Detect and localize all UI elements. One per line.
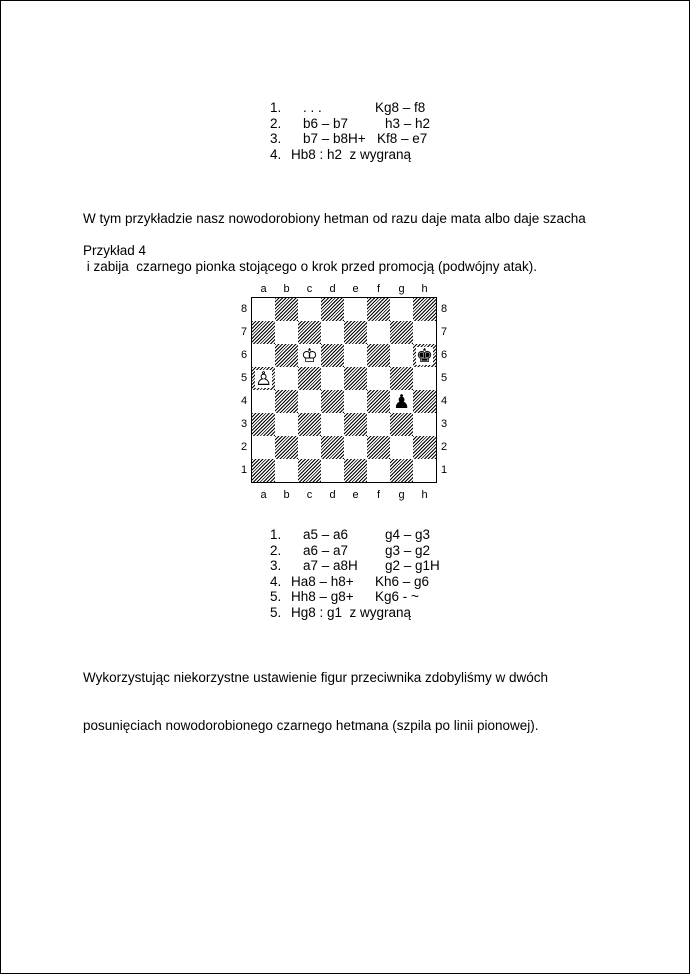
move-number: 5. xyxy=(270,589,282,605)
square-g6 xyxy=(390,344,413,367)
square-a3 xyxy=(252,413,275,436)
square-f7 xyxy=(367,321,390,344)
file-label-bottom-e: e xyxy=(352,489,359,501)
square-b8 xyxy=(275,298,298,321)
square-c7 xyxy=(298,321,321,344)
square-g3 xyxy=(390,413,413,436)
file-label-bottom-a: a xyxy=(260,489,267,501)
file-label-bottom-b: b xyxy=(283,489,290,501)
file-label-bottom-f: f xyxy=(376,489,381,501)
square-f2 xyxy=(367,436,390,459)
white-move: b6 – b7 xyxy=(303,115,349,131)
square-d7 xyxy=(321,321,344,344)
white-move: Hg8 : g1 z wygraną xyxy=(291,604,412,620)
square-a8 xyxy=(252,298,275,321)
move-line xyxy=(270,573,430,590)
square-g1 xyxy=(390,459,413,482)
square-d5 xyxy=(321,367,344,390)
black-move: Kf8 – e7 xyxy=(377,131,428,147)
square-a7 xyxy=(252,321,275,344)
square-h8 xyxy=(413,298,436,321)
move-line xyxy=(270,115,431,132)
square-g2 xyxy=(390,436,413,459)
square-f1 xyxy=(367,459,390,482)
move-line xyxy=(270,527,431,543)
file-label-top-f: f xyxy=(376,283,381,295)
rank-label-right-5: 5 xyxy=(440,372,448,384)
paragraph-1 xyxy=(83,179,586,291)
black-move: Kg6 - ~ xyxy=(375,589,419,605)
square-e7 xyxy=(344,321,367,344)
black-move: g2 – g1H xyxy=(385,558,440,574)
square-g8 xyxy=(390,298,413,321)
square-c1 xyxy=(298,459,321,482)
rank-label-right-6: 6 xyxy=(440,349,448,361)
square-h5 xyxy=(413,367,436,390)
rank-label-right-1: 1 xyxy=(440,464,448,476)
white-move: Hh8 – g8+ xyxy=(291,589,354,605)
black-pawn-icon: ♟ xyxy=(392,390,411,413)
square-d4 xyxy=(321,390,344,413)
rank-label-left-6: 6 xyxy=(240,349,248,361)
square-d6 xyxy=(321,344,344,367)
rank-label-left-7: 7 xyxy=(240,326,248,338)
move-number: 1. xyxy=(270,100,282,115)
square-e1 xyxy=(344,459,367,482)
move-number: 3. xyxy=(270,131,282,147)
square-g7 xyxy=(390,321,413,344)
paragraph-line: i zabija czarnego pionka stojącego o krok przed promocją (podwójny atak). xyxy=(83,259,537,274)
move-line xyxy=(270,146,412,163)
white-move: . . . xyxy=(303,100,322,115)
paragraph-line: Wykorzystując niekorzystne ustawienie figur przeciwnika zdobyliśmy w dwóch xyxy=(83,670,549,685)
square-b4 xyxy=(275,390,298,413)
file-label-top-g: g xyxy=(398,283,405,295)
square-b6 xyxy=(275,344,298,367)
square-h7 xyxy=(413,321,436,344)
file-label-top-c: c xyxy=(306,283,313,295)
file-label-bottom-d: d xyxy=(329,489,336,501)
rank-label-left-5: 5 xyxy=(240,372,248,384)
move-line xyxy=(270,558,440,574)
square-f8 xyxy=(367,298,390,321)
square-c3 xyxy=(298,413,321,436)
moves-top xyxy=(270,100,431,162)
rank-label-left-8: 8 xyxy=(240,303,248,315)
rank-label-left-1: 1 xyxy=(240,464,248,476)
square-e6 xyxy=(344,344,367,367)
square-e8 xyxy=(344,298,367,321)
square-a1 xyxy=(252,459,275,482)
rank-label-right-2: 2 xyxy=(440,441,448,453)
square-h1 xyxy=(413,459,436,482)
square-b3 xyxy=(275,413,298,436)
square-e4 xyxy=(344,390,367,413)
file-label-bottom-h: h xyxy=(421,489,428,501)
move-number: 2. xyxy=(270,115,282,131)
rank-label-right-8: 8 xyxy=(440,303,448,315)
square-c5 xyxy=(298,367,321,390)
square-c8 xyxy=(298,298,321,321)
white-king-icon: ♔ xyxy=(300,344,319,367)
move-number: 4. xyxy=(270,573,282,589)
square-b2 xyxy=(275,436,298,459)
square-h2 xyxy=(413,436,436,459)
move-line xyxy=(270,131,428,147)
black-king-icon: ♚ xyxy=(415,344,434,367)
black-move: g4 – g3 xyxy=(385,527,431,542)
paragraph-line: W tym przykładzie nasz nowodorobiony hetman od razu daje mata albo daje szacha xyxy=(83,211,586,226)
file-label-top-e: e xyxy=(352,283,359,295)
square-e2 xyxy=(344,436,367,459)
move-number: 1. xyxy=(270,527,282,542)
move-line xyxy=(270,100,426,116)
move-line xyxy=(270,604,412,621)
rank-label-left-3: 3 xyxy=(240,418,248,430)
move-number: 4. xyxy=(270,146,282,162)
file-label-top-h: h xyxy=(421,283,428,295)
square-d8 xyxy=(321,298,344,321)
white-move: a7 – a8H xyxy=(303,558,358,574)
move-number: 2. xyxy=(270,542,282,558)
black-move: g3 – g2 xyxy=(385,542,431,558)
black-move: Kg8 – f8 xyxy=(375,100,426,115)
white-move: b7 – b8H+ xyxy=(303,131,366,147)
white-move: a6 – a7 xyxy=(303,542,349,558)
square-b5 xyxy=(275,367,298,390)
rank-label-right-3: 3 xyxy=(440,418,448,430)
square-a2 xyxy=(252,436,275,459)
square-a6 xyxy=(252,344,275,367)
move-number: 5. xyxy=(270,604,282,620)
white-move: Ha8 – h8+ xyxy=(291,573,354,589)
square-d1 xyxy=(321,459,344,482)
square-h4 xyxy=(413,390,436,413)
square-d3 xyxy=(321,413,344,436)
chess-board xyxy=(251,297,437,483)
file-label-top-a: a xyxy=(260,283,267,295)
white-pawn-icon: ♙ xyxy=(254,367,273,390)
square-c2 xyxy=(298,436,321,459)
square-b1 xyxy=(275,459,298,482)
black-move: h3 – h2 xyxy=(385,115,431,131)
white-move: a5 – a6 xyxy=(303,527,349,542)
square-f5 xyxy=(367,367,390,390)
square-f6 xyxy=(367,344,390,367)
square-a4 xyxy=(252,390,275,413)
square-h3 xyxy=(413,413,436,436)
square-g5 xyxy=(390,367,413,390)
file-label-top-d: d xyxy=(329,283,336,295)
move-line xyxy=(270,542,431,559)
rank-label-left-4: 4 xyxy=(240,395,248,407)
square-c4 xyxy=(298,390,321,413)
file-label-bottom-g: g xyxy=(398,489,405,501)
example-heading: Przykład 4 xyxy=(83,243,147,258)
moves-bottom xyxy=(270,527,440,621)
move-line xyxy=(270,589,419,605)
square-f4 xyxy=(367,390,390,413)
square-e5 xyxy=(344,367,367,390)
square-f3 xyxy=(367,413,390,436)
file-label-bottom-c: c xyxy=(306,489,313,501)
square-b7 xyxy=(275,321,298,344)
move-number: 3. xyxy=(270,558,282,574)
square-d2 xyxy=(321,436,344,459)
rank-label-left-2: 2 xyxy=(240,441,248,453)
rank-label-right-4: 4 xyxy=(440,395,448,407)
paragraph-line: posunięciach nowodorobionego czarnego hetmana (szpila po linii pionowej). xyxy=(83,718,539,733)
rank-label-right-7: 7 xyxy=(440,326,448,338)
square-e3 xyxy=(344,413,367,436)
white-move: Hb8 : h2 z wygraną xyxy=(291,146,412,162)
black-move: Kh6 – g6 xyxy=(375,573,430,589)
paragraph-2 xyxy=(83,638,548,750)
file-label-top-b: b xyxy=(283,283,290,295)
